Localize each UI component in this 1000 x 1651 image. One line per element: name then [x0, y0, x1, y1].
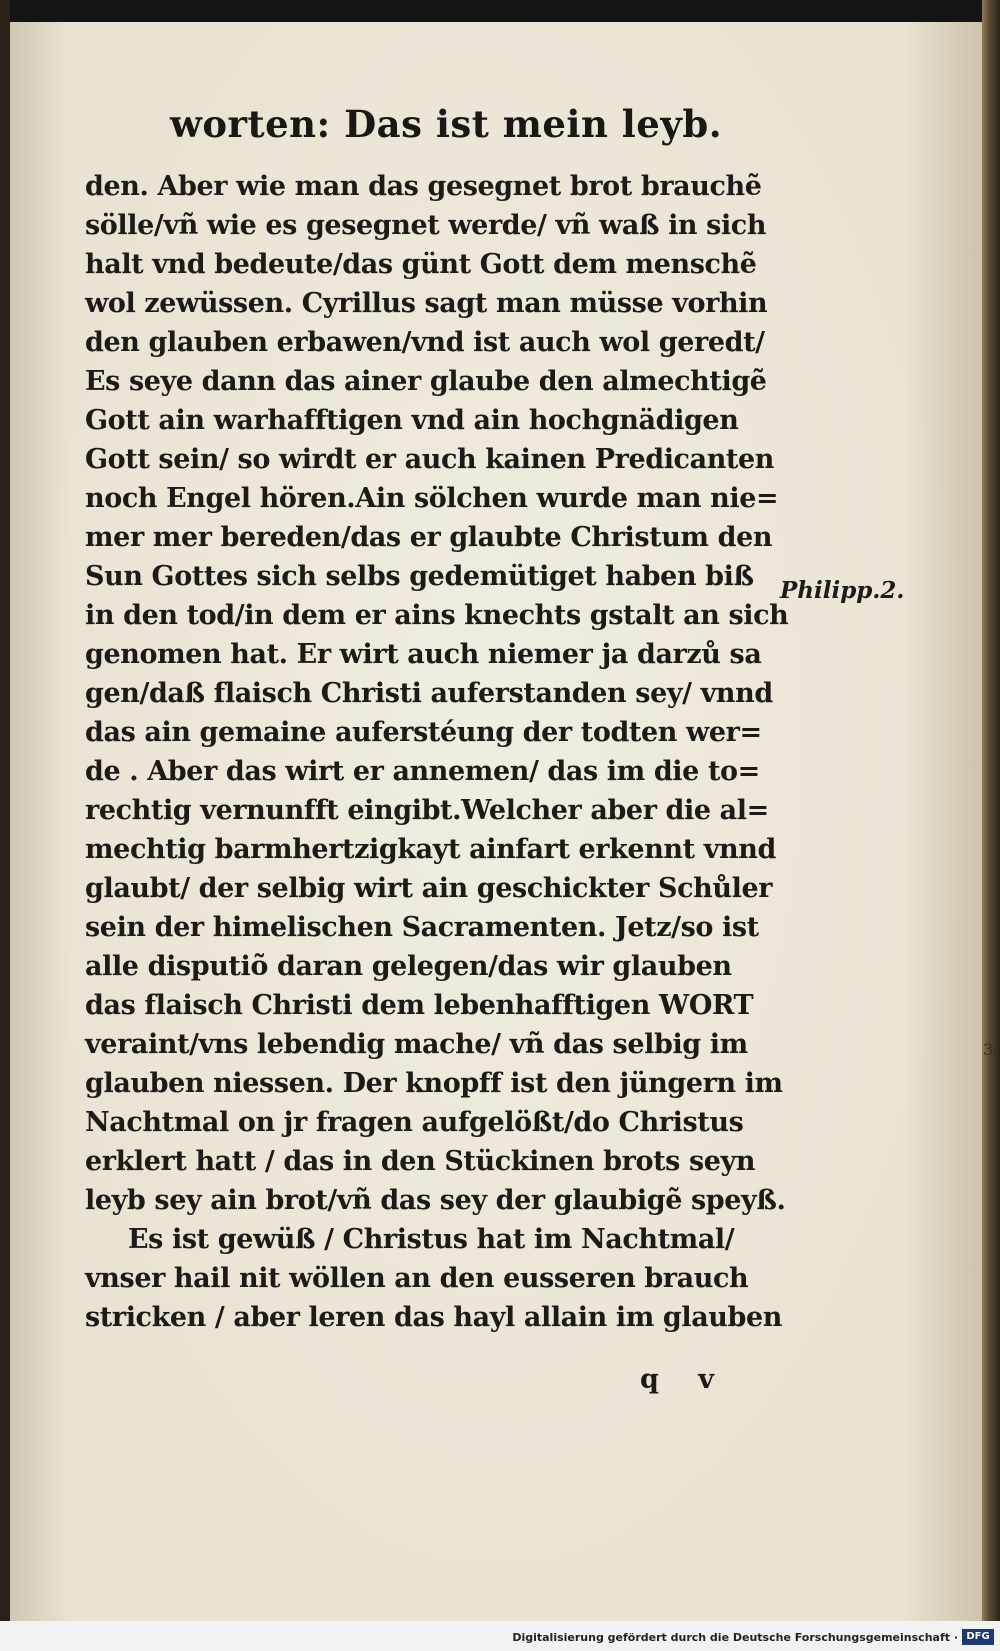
text-line: veraint/vns lebendig mache/ vñ das selbig im [85, 1029, 748, 1060]
text-line: sein der himelischen Sacramenten. Jetz/so ist [85, 912, 759, 943]
text-line: sölle/vñ wie es gesegnet werde/ vñ waß in sich [85, 210, 767, 241]
text-line: Es ist gewüß / Christus hat im Nachtmal/ [128, 1224, 735, 1255]
dfg-logo: DFG [962, 1629, 994, 1645]
text-line: alle disputiõ daran gelegen/das wir glauben [85, 951, 732, 982]
scan-right-edge [982, 0, 1000, 1651]
text-line: glauben niessen. Der knopff ist den jüngern im [85, 1068, 783, 1099]
text-line: de . Aber das wirt er annemen/ das im die to= [85, 756, 760, 787]
book-page [10, 22, 982, 1621]
signature-mark: q v [640, 1364, 714, 1395]
text-line: Nachtmal on jr fragen aufgelößt/do Christus [85, 1107, 744, 1138]
text-line: genomen hat. Er wirt auch niemer ja darzů sa [85, 639, 762, 670]
text-line: erklert hatt / das in den Stückinen brots seyn [85, 1146, 756, 1177]
text-line: noch Engel hören.Ain sölchen wurde man nie= [85, 483, 779, 514]
edge-mark: 3. [983, 1040, 999, 1059]
text-line: das flaisch Christi dem lebenhafftigen WORT [85, 990, 754, 1021]
text-line: den. Aber wie man das gesegnet brot brauchẽ [85, 171, 762, 202]
text-line: mechtig barmhertzigkayt ainfart erkennt vnnd [85, 834, 776, 865]
running-head: worten: Das ist mein leyb. [170, 102, 723, 146]
text-line: halt vnd bedeute/das günt Gott dem menschẽ [85, 249, 757, 280]
margin-note: Philipp.2. [780, 577, 905, 604]
text-line: glaubt/ der selbig wirt ain geschickter Schůler [85, 873, 773, 904]
text-line: leyb sey ain brot/vñ das sey der glaubigẽ speyß. [85, 1185, 786, 1216]
text-line: Gott ain warhafftigen vnd ain hochgnädigen [85, 405, 739, 436]
text-line: wol zewüssen. Cyrillus sagt man müsse vorhin [85, 288, 768, 319]
text-line: das ain gemaine auferstéung der todten wer= [85, 717, 762, 748]
scan-left-edge [0, 0, 10, 1651]
text-line: vnser hail nit wöllen an den eusseren brauch [85, 1263, 749, 1294]
text-line: rechtig vernunfft eingibt.Welcher aber die al= [85, 795, 769, 826]
text-line: mer mer bereden/das er glaubte Christum den [85, 522, 773, 553]
text-line: Sun Gottes sich selbs gedemütiget haben biß [85, 561, 754, 592]
text-line: gen/daß flaisch Christi auferstanden sey/ vnnd [85, 678, 773, 709]
text-line: Es seye dann das ainer glaube den almechtigẽ [85, 366, 767, 397]
text-line: Gott sein/ so wirdt er auch kainen Predicanten [85, 444, 775, 475]
footer-credit: Digitalisierung gefördert durch die Deutsche Forschungsgemeinschaft · [512, 1631, 958, 1644]
text-line: den glauben erbawen/vnd ist auch wol geredt/ [85, 327, 765, 358]
text-line: in den tod/in dem er ains knechts gstalt an sich [85, 600, 789, 631]
text-line: stricken / aber leren das hayl allain im glauben [85, 1302, 783, 1333]
scan-top-edge [0, 0, 1000, 22]
